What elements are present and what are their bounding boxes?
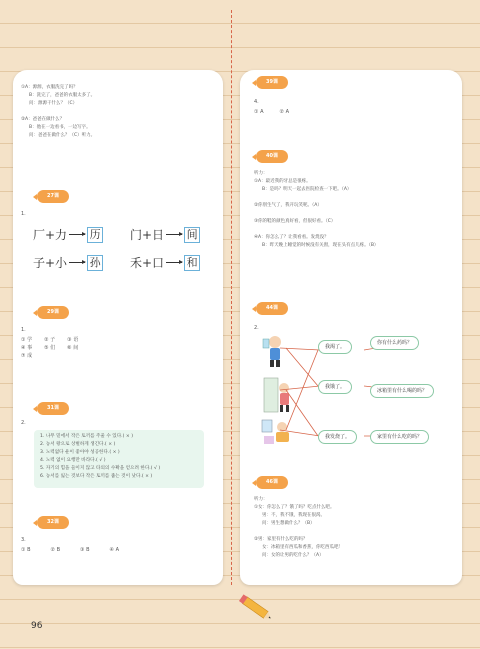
question-number: 2.	[254, 325, 259, 331]
bubble-left: 我饿了。	[318, 380, 352, 394]
options-list	[21, 336, 78, 360]
text-line: B：他在一边看书，一边写字。	[29, 125, 91, 130]
lesson-tag-31: 31课	[37, 402, 69, 415]
options-row	[21, 546, 119, 554]
lesson-tag-46: 46课	[256, 476, 288, 489]
question-number: 1.	[21, 211, 26, 217]
pencil-icon	[236, 590, 276, 626]
bubble-left: 我渴了。	[318, 340, 352, 354]
text-line: 听力：	[254, 171, 268, 176]
option: ③ 语	[67, 337, 79, 343]
option: ⑤ 们	[44, 345, 56, 351]
arrow-icon	[69, 262, 85, 263]
text-line: 问：女的让男的吃什么？（A）	[262, 553, 324, 558]
text-line: ①A：源源，衣服洗完了吗？	[21, 85, 78, 90]
options-row	[21, 344, 78, 352]
text-line: B：昨天晚上睡觉的时候没有关窗，现在头有点儿疼。（B）	[262, 243, 379, 248]
question-number: 2.	[21, 420, 26, 426]
equation-left: 子+小	[33, 256, 68, 270]
question-number: 3.	[21, 537, 26, 543]
list-item: 2. 농서 왕으로 상벌하게 생긴다.( × )	[40, 442, 116, 447]
text-line: 女：冰箱里有西瓜和香蕉，你吃西瓜吧！	[262, 545, 343, 550]
option: ① A	[254, 109, 264, 115]
char-equation	[130, 254, 200, 271]
right-answer-card	[240, 70, 462, 585]
bubble-right: 你有什么药吗？	[370, 336, 419, 350]
text-line: ①A：最近我的牙总是很疼。	[254, 179, 311, 184]
text-line: ④A：你怎么了？让我看看。发烧没？	[254, 235, 329, 240]
lesson-tag-32: 32课	[37, 516, 69, 529]
lesson-tag-27: 27课	[37, 190, 69, 203]
option: ① B	[21, 547, 31, 553]
listening-section	[21, 84, 95, 140]
arrow-icon	[166, 262, 182, 263]
text-line: ②男：家里有什么吃的吗？	[254, 537, 308, 542]
option: ⑥ 间	[67, 345, 79, 351]
text-line: ①女：你怎么了？饿了吗？吃点什么吧。	[254, 505, 335, 510]
text-line: 问：爸爸在做什么？（C）听力。	[29, 133, 96, 138]
char-equation	[130, 226, 200, 243]
text-line: ③你的鞋的颜色真好看，但很好看。（C）	[254, 219, 336, 224]
option: ② A	[279, 109, 289, 115]
text-line: B：是吗？明天一起去医院检查一下吧。（A）	[262, 187, 352, 192]
option: ③ B	[80, 547, 90, 553]
text-line: 问：源源干什么？（C）	[29, 101, 78, 106]
text-line: 问：男生想做什么？（B）	[262, 521, 315, 526]
korean-answer-box	[34, 430, 204, 488]
page-number: 96	[31, 621, 43, 631]
bubble-left: 我发烧了。	[318, 430, 357, 444]
lesson-tag-40: 40课	[256, 150, 288, 163]
left-answer-card	[13, 70, 223, 585]
option: ① 学	[21, 337, 33, 343]
text-line: 听力：	[254, 497, 268, 502]
question-number: 1.	[21, 327, 26, 333]
option: ② B	[50, 547, 61, 553]
listening-section	[254, 496, 343, 560]
listening-section	[254, 170, 378, 250]
option: ④ 事	[21, 345, 33, 351]
lesson-tag-29: 29课	[37, 306, 69, 319]
equation-left: 门+日	[130, 228, 165, 242]
arrow-icon	[166, 234, 182, 235]
options-row	[21, 336, 78, 344]
text-line: B：洗完了，爸爸的衣服太多了。	[29, 93, 96, 98]
center-divider	[231, 10, 232, 585]
question-number: 4.	[254, 99, 259, 105]
list-item: 1. 나무 밑에서 작은 토끼를 주울 수 있다.( × )	[40, 434, 133, 439]
answer-box: 历	[87, 227, 103, 243]
bubble-right: 家里有什么吃的吗？	[370, 430, 429, 444]
options-row	[21, 352, 78, 360]
options-list	[254, 108, 289, 116]
text-line: ②你别生气了，我开玩笑呢。（A）	[254, 203, 322, 208]
text-line: ②A：爸爸在做什么？	[21, 117, 65, 122]
lesson-tag-39: 39课	[256, 76, 288, 89]
bubble-right: 冰箱里有什么喝的吗？	[370, 384, 434, 398]
list-item: 4. 노력 없이 요행만 바라다.( √ )	[40, 458, 106, 463]
char-equation	[33, 254, 103, 271]
answer-box: 和	[184, 255, 200, 271]
list-item: 6. 농서를 잃는 것보다 작은 토끼를 줍는 것이 낫다.( × )	[40, 474, 153, 479]
answer-box: 间	[184, 227, 200, 243]
char-equation	[33, 226, 103, 243]
list-item: 5. 자기의 힘을 들이지 않고 타의의 수확을 얻으려 한다.( √ )	[40, 466, 161, 471]
text-line: 男：不，我不饿，我现在很渴。	[262, 513, 325, 518]
equation-left: 厂+力	[33, 228, 68, 242]
options-row	[254, 108, 289, 116]
option: ⑦ 成	[21, 353, 33, 359]
list-item: 3. 노력없다 운이 좋아야 성공한다.( × )	[40, 450, 120, 455]
options-list	[21, 546, 119, 554]
option: ④ A	[109, 547, 120, 553]
lesson-tag-44: 44课	[256, 302, 288, 315]
arrow-icon	[69, 234, 85, 235]
equation-left: 禾+口	[130, 256, 165, 270]
option: ② 子	[44, 337, 56, 343]
answer-box: 孙	[87, 255, 103, 271]
